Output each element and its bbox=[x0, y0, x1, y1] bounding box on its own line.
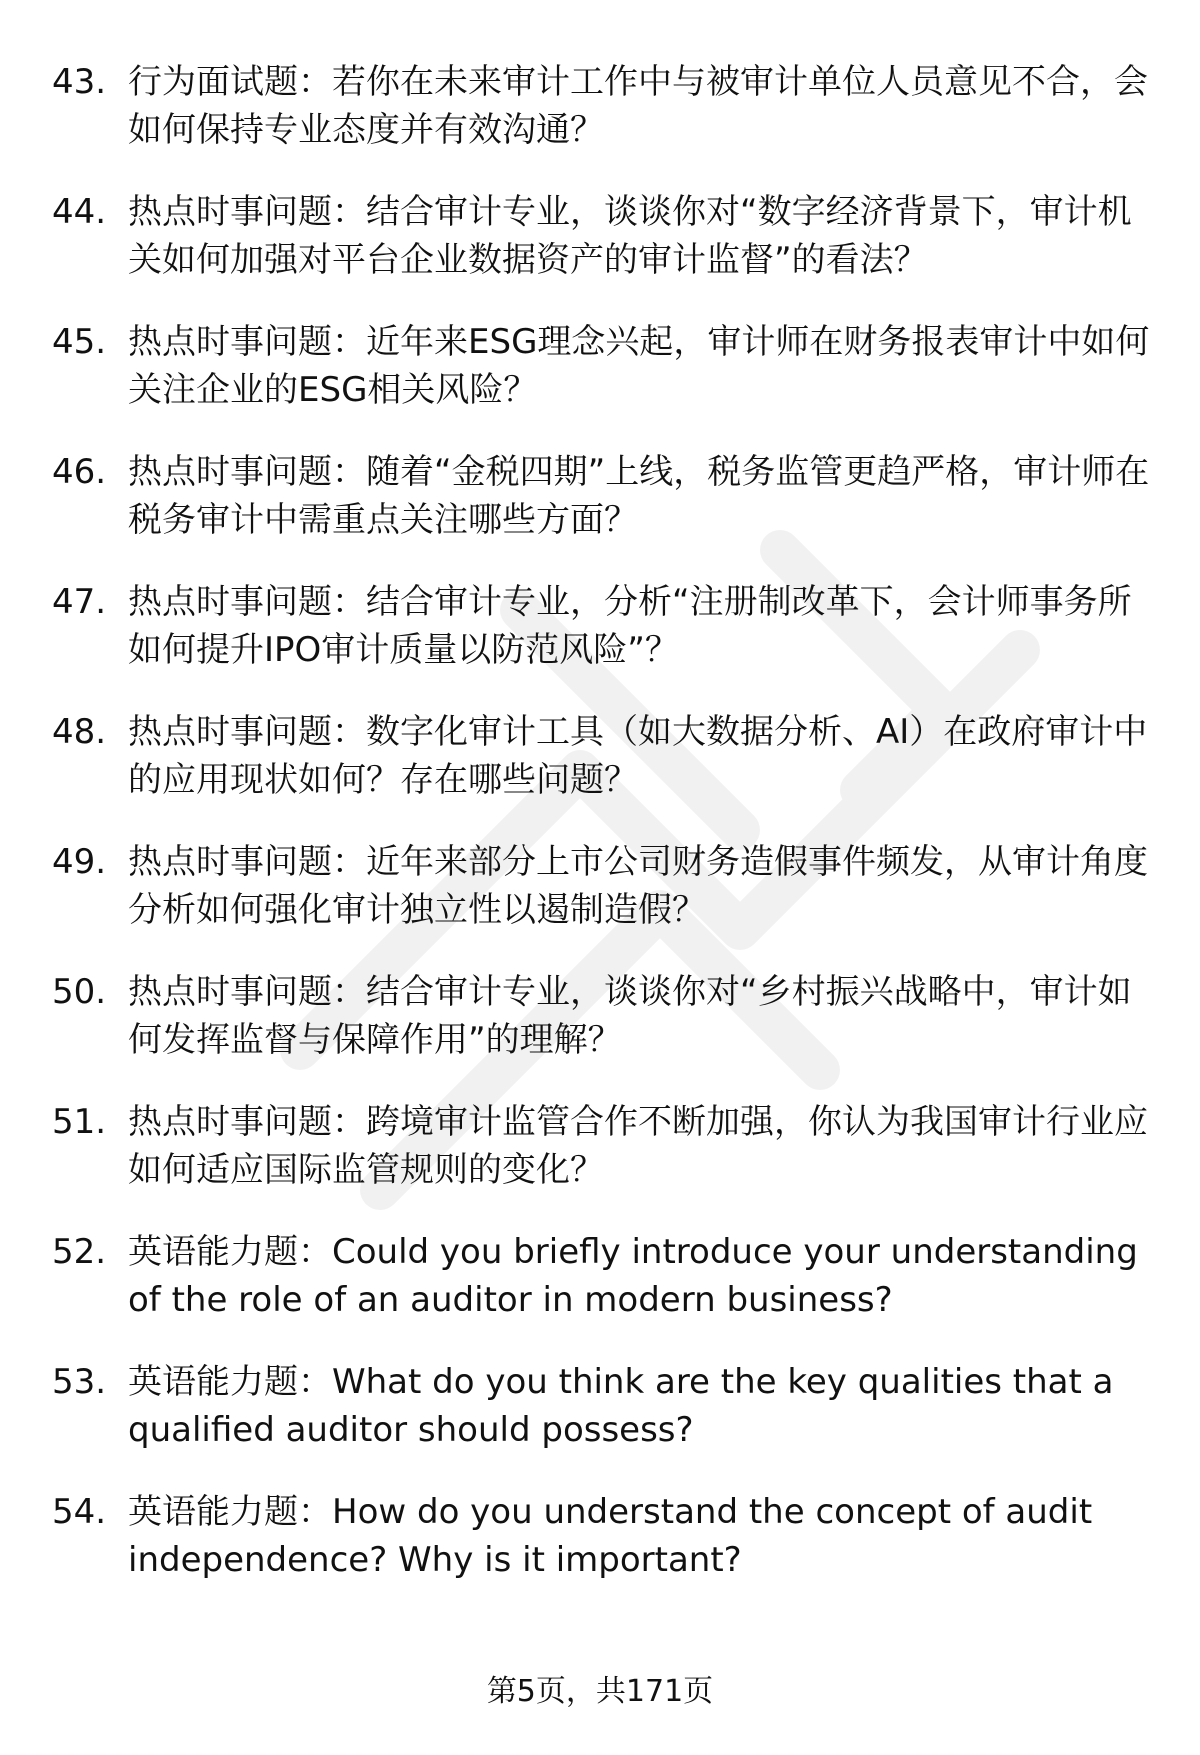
question-text: 热点时事问题：数字化审计工具（如大数据分析、AI）在政府审计中的应用现状如何？存在哪些问题？ bbox=[128, 712, 1148, 800]
question-item bbox=[52, 318, 1152, 414]
question-text: 行为面试题：若你在未来审计工作中与被审计单位人员意见不合，会如何保持专业态度并有效沟通？ bbox=[128, 62, 1148, 150]
question-number: 47. bbox=[52, 582, 107, 622]
question-item bbox=[52, 1358, 1152, 1454]
question-item bbox=[52, 58, 1152, 154]
question-number: 45. bbox=[52, 322, 107, 362]
question-item bbox=[52, 838, 1152, 934]
question-text: 热点时事问题：近年来ESG理念兴起，审计师在财务报表审计中如何关注企业的ESG相关风险？ bbox=[128, 322, 1150, 410]
question-item bbox=[52, 448, 1152, 544]
page-number-footer: 第5页，共171页 bbox=[486, 1674, 714, 1709]
question-text: 热点时事问题：跨境审计监管合作不断加强，你认为我国审计行业应如何适应国际监管规则的变化？ bbox=[128, 1102, 1148, 1190]
question-number: 48. bbox=[52, 712, 107, 752]
question-text: 英语能力题：What do you think are the key qualities that a qualified auditor should possess? bbox=[128, 1362, 1114, 1450]
question-number: 44. bbox=[52, 192, 107, 232]
question-number: 46. bbox=[52, 452, 107, 492]
question-item bbox=[52, 578, 1152, 674]
question-text: 热点时事问题：结合审计专业，分析“注册制改革下，会计师事务所如何提升IPO审计质量以防范风险”？ bbox=[128, 582, 1132, 670]
question-item bbox=[52, 708, 1152, 804]
question-text: 热点时事问题：近年来部分上市公司财务造假事件频发，从审计角度分析如何强化审计独立性以遏制造假？ bbox=[128, 842, 1148, 930]
question-number: 53. bbox=[52, 1362, 107, 1402]
question-item bbox=[52, 1098, 1152, 1194]
question-number: 50. bbox=[52, 972, 107, 1012]
question-text: 英语能力题：Could you briefly introduce your understanding of the role of an auditor in modern business? bbox=[128, 1232, 1138, 1320]
question-text: 热点时事问题：结合审计专业，谈谈你对“乡村振兴战略中，审计如何发挥监督与保障作用”的理解？ bbox=[128, 972, 1132, 1060]
question-item bbox=[52, 188, 1152, 284]
question-number: 43. bbox=[52, 62, 107, 102]
question-item bbox=[52, 1488, 1152, 1584]
question-number: 52. bbox=[52, 1232, 107, 1272]
question-item bbox=[52, 968, 1152, 1064]
question-text: 热点时事问题：结合审计专业，谈谈你对“数字经济背景下，审计机关如何加强对平台企业数据资产的审计监督”的看法？ bbox=[128, 192, 1132, 280]
question-item bbox=[52, 1228, 1152, 1324]
question-text: 热点时事问题：随着“金税四期”上线，税务监管更趋严格，审计师在税务审计中需重点关注哪些方面？ bbox=[128, 452, 1150, 540]
question-number: 49. bbox=[52, 842, 107, 882]
question-text: 英语能力题：How do you understand the concept of audit independence? Why is it important? bbox=[128, 1492, 1093, 1580]
question-list bbox=[52, 58, 1152, 1618]
question-number: 51. bbox=[52, 1102, 107, 1142]
question-number: 54. bbox=[52, 1492, 107, 1532]
